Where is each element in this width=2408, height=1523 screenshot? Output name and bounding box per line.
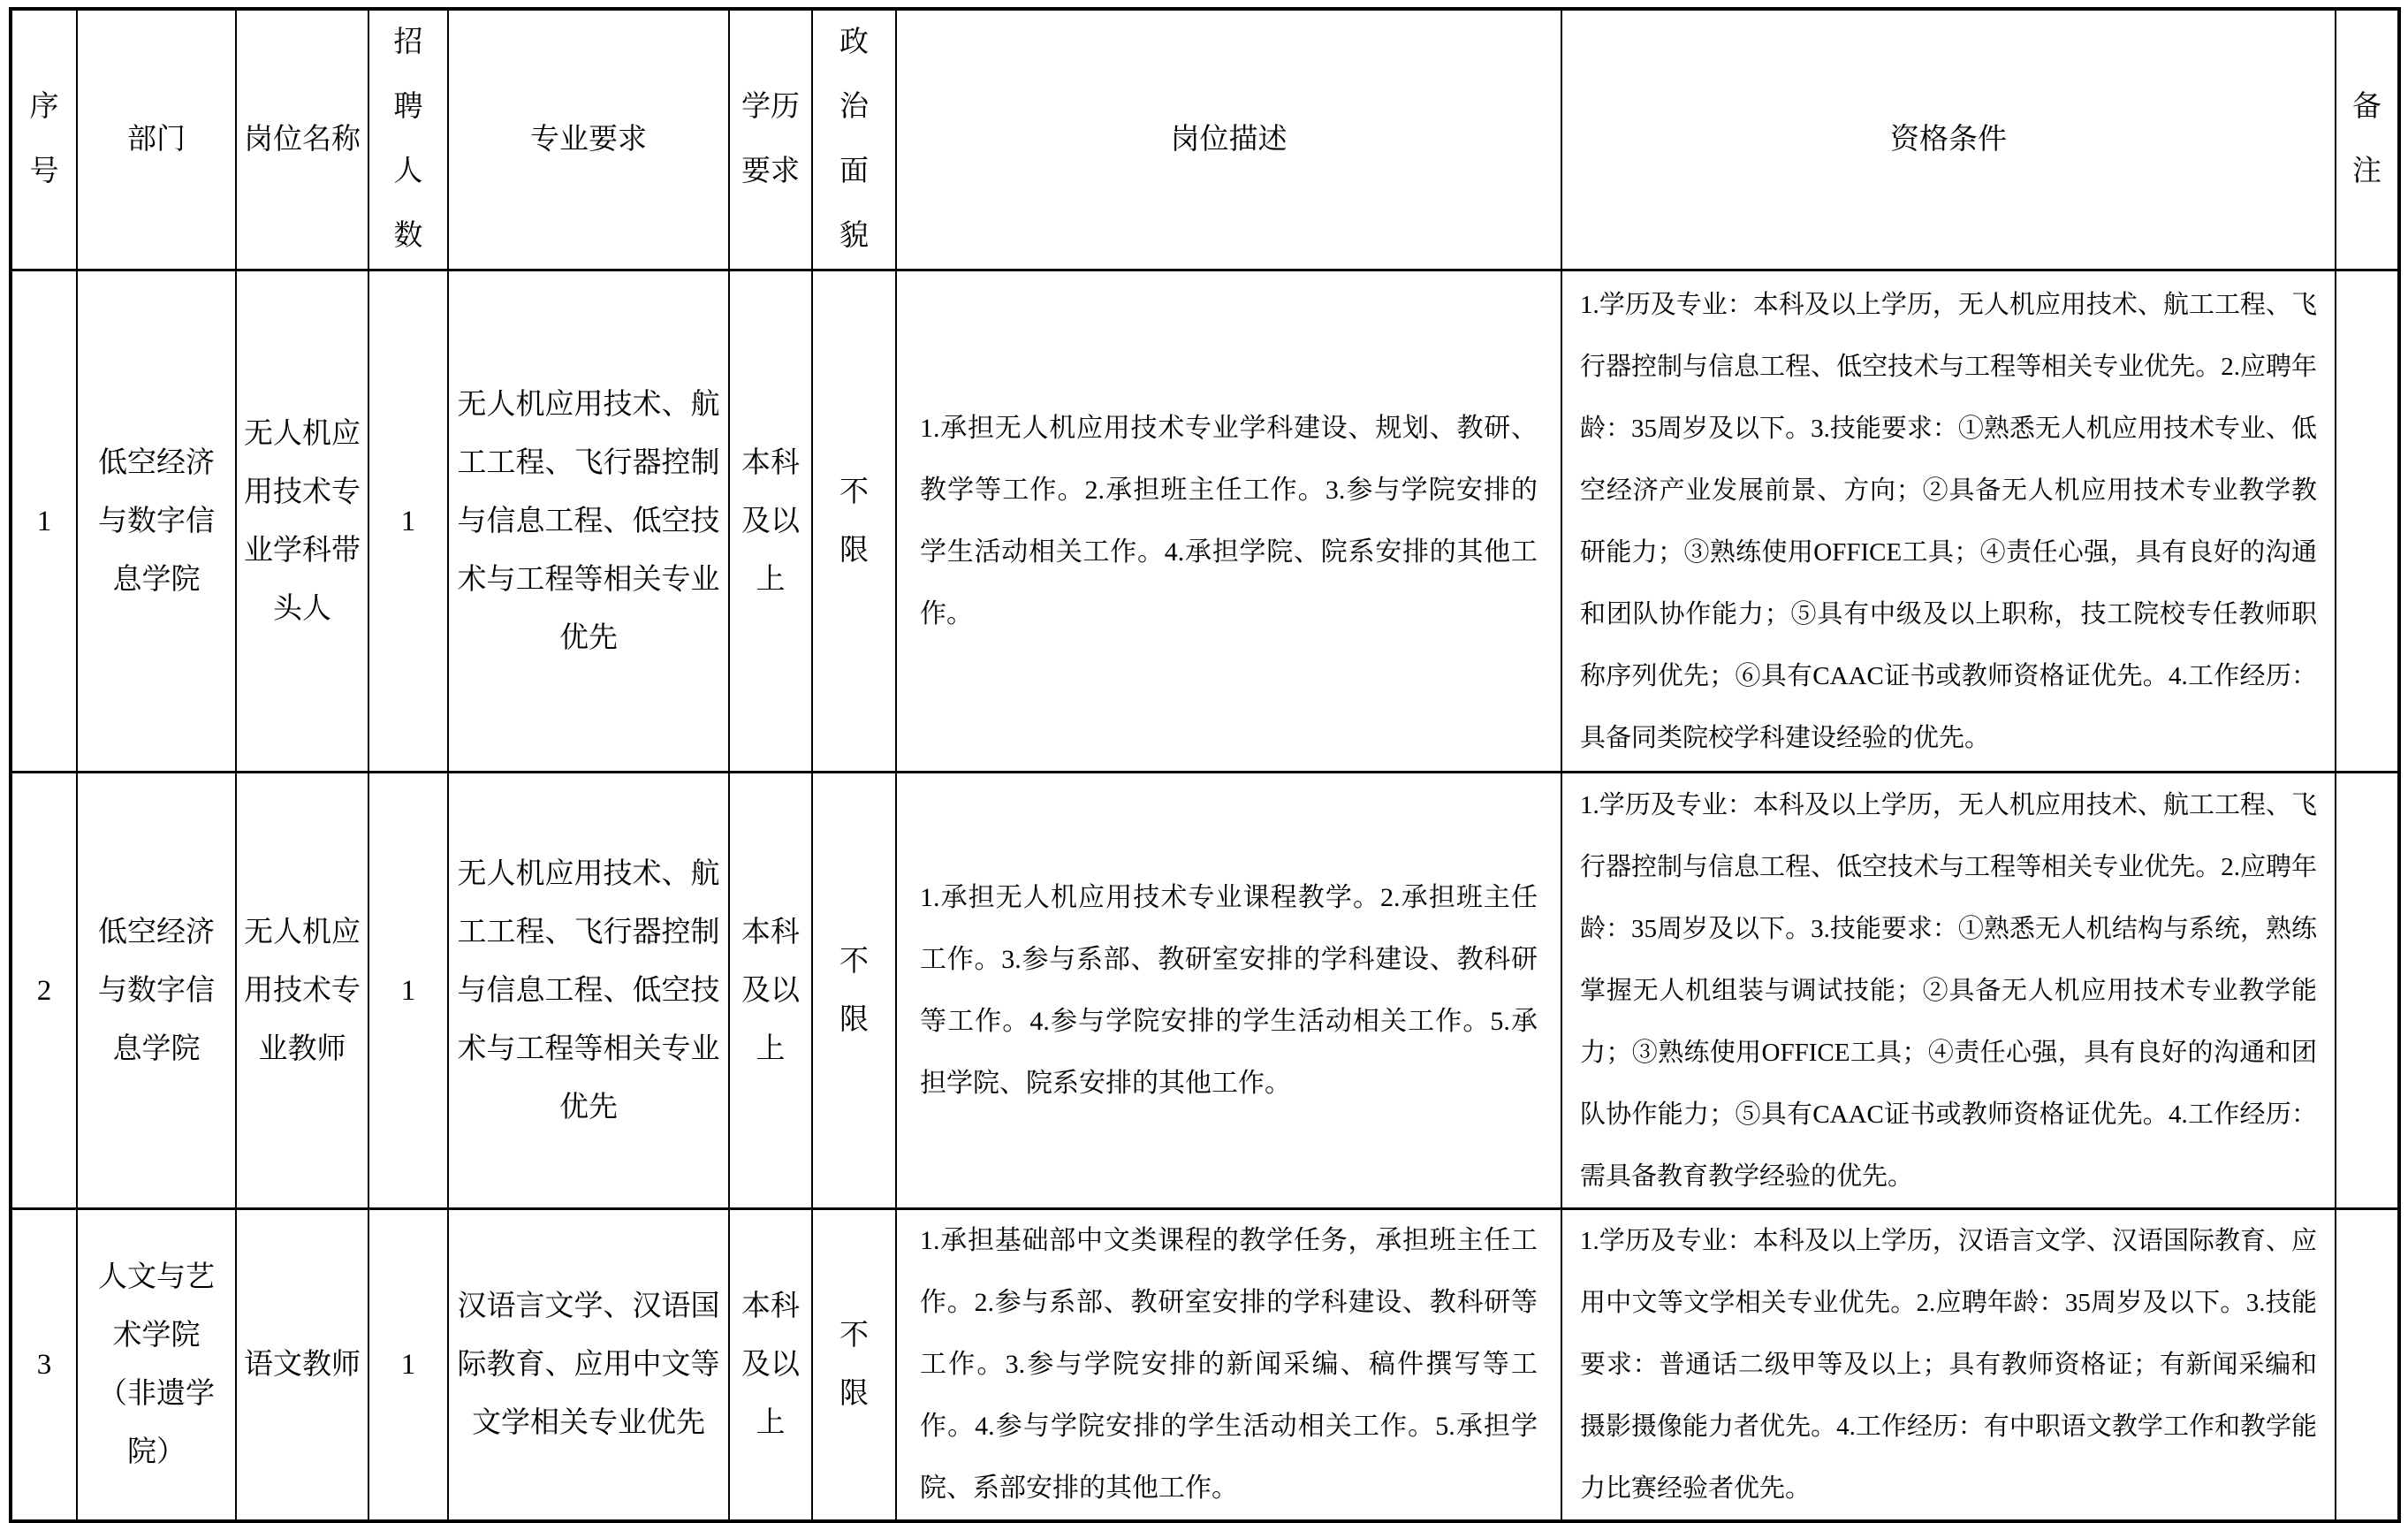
cell-political <box>812 1209 896 1522</box>
header-cell-headcount <box>368 9 448 270</box>
table-row <box>11 773 2399 1209</box>
header-description-label: 岗位描述 <box>1170 123 1288 156</box>
recruitment-positions-table <box>9 7 2401 1523</box>
header-education-label: 学历要求 <box>741 91 800 187</box>
header-cell-position <box>236 9 368 270</box>
cell-no: 2 <box>11 773 77 1209</box>
cell-no: 3 <box>11 1209 77 1522</box>
cell-headcount: 1 <box>368 1209 448 1522</box>
header-cell-department <box>77 9 236 270</box>
cell-department: 人文与艺术学院（非遗学院） <box>77 1209 236 1522</box>
education-value: 本科及以上 <box>741 1291 800 1439</box>
header-remark-label: 备注 <box>2352 91 2381 187</box>
header-cell-description <box>896 9 1561 270</box>
cell-major: 无人机应用技术、航工工程、飞行器控制与信息工程、低空技术与工程等相关专业优先 <box>448 270 729 773</box>
table-row <box>11 1209 2399 1522</box>
header-cell-remark <box>2336 9 2399 270</box>
political-value: 不限 <box>839 476 869 567</box>
cell-department: 低空经济与数字信息学院 <box>77 270 236 773</box>
education-value: 本科及以上 <box>741 916 800 1065</box>
cell-political <box>812 773 896 1209</box>
header-cell-qualification <box>1561 9 2336 270</box>
cell-no: 1 <box>11 270 77 773</box>
table-body <box>11 270 2399 1522</box>
cell-position: 无人机应用技术专业教师 <box>236 773 368 1209</box>
header-cell-no <box>11 9 77 270</box>
header-cell-education <box>729 9 812 270</box>
cell-education <box>729 773 812 1209</box>
cell-position: 语文教师 <box>236 1209 368 1522</box>
cell-description: 1.承担无人机应用技术专业学科建设、规划、教研、教学等工作。2.承担班主任工作。3.参与学院安排的学生活动相关工作。4.承担学院、院系安排的其他工作。 <box>896 270 1561 773</box>
cell-description: 1.承担基础部中文类课程的教学任务，承担班主任工作。2.参与系部、教研室安排的学科建设、教科研等工作。3.参与学院安排的新闻采编、稿件撰写等工作。4.参与学院安排的学生活动相关工作。5.承担学院、系部安排的其他工作。 <box>896 1209 1561 1522</box>
cell-qualification: 1.学历及专业：本科及以上学历，无人机应用技术、航工工程、飞行器控制与信息工程、低空技术与工程等相关专业优先。2.应聘年龄：35周岁及以下。3.技能要求：①熟悉无人机结构与系统，熟练掌握无人机组装与调试技能；②具备无人机应用技术专业教学能力；③熟练使用OFFICE工具；④责任心强，具有良好的沟通和团队协作能力；⑤具有CAAC证书或教师资格证优先。4.工作经历：需具备教育教学经验的优先。 <box>1561 773 2336 1209</box>
table-row <box>11 270 2399 773</box>
cell-remark <box>2336 1209 2399 1522</box>
table-header-row <box>11 9 2399 270</box>
header-position-label: 岗位名称 <box>244 123 361 156</box>
political-value: 不限 <box>839 1320 869 1410</box>
cell-position: 无人机应用技术专业学科带头人 <box>236 270 368 773</box>
header-cell-major <box>448 9 729 270</box>
cell-remark <box>2336 270 2399 773</box>
cell-remark <box>2336 773 2399 1209</box>
header-qualification-label: 资格条件 <box>1890 123 2007 156</box>
cell-major: 无人机应用技术、航工工程、飞行器控制与信息工程、低空技术与工程等相关专业优先 <box>448 773 729 1209</box>
cell-headcount: 1 <box>368 773 448 1209</box>
cell-political <box>812 270 896 773</box>
header-no-label: 序号 <box>29 91 59 187</box>
header-department-label: 部门 <box>127 123 186 156</box>
cell-qualification: 1.学历及专业：本科及以上学历，无人机应用技术、航工工程、飞行器控制与信息工程、低空技术与工程等相关专业优先。2.应聘年龄：35周岁及以下。3.技能要求：①熟悉无人机应用技术专业、低空经济产业发展前景、方向；②具备无人机应用技术专业教学教研能力；③熟练使用OFFICE工具；④责任心强，具有良好的沟通和团队协作能力；⑤具有中级及以上职称，技工院校专任教师职称序列优先；⑥具有CAAC证书或教师资格证优先。4.工作经历：具备同类院校学科建设经验的优先。 <box>1561 270 2336 773</box>
cell-major: 汉语言文学、汉语国际教育、应用中文等文学相关专业优先 <box>448 1209 729 1522</box>
cell-education <box>729 1209 812 1522</box>
political-value: 不限 <box>839 945 869 1036</box>
cell-qualification: 1.学历及专业：本科及以上学历，汉语言文学、汉语国际教育、应用中文等文学相关专业优先。2.应聘年龄：35周岁及以下。3.技能要求：普通话二级甲等及以上；具有教师资格证；有新闻采编和摄影摄像能力者优先。4.工作经历：有中职语文教学工作和教学能力比赛经验者优先。 <box>1561 1209 2336 1522</box>
cell-description: 1.承担无人机应用技术专业课程教学。2.承担班主任工作。3.参与系部、教研室安排的学科建设、教科研等工作。4.参与学院安排的学生活动相关工作。5.承担学院、院系安排的其他工作。 <box>896 773 1561 1209</box>
header-headcount-label: 招聘人数 <box>393 27 423 252</box>
header-major-label: 专业要求 <box>530 123 647 156</box>
cell-education <box>729 270 812 773</box>
cell-department: 低空经济与数字信息学院 <box>77 773 236 1209</box>
cell-headcount: 1 <box>368 270 448 773</box>
header-political-label: 政治面貌 <box>839 27 869 252</box>
education-value: 本科及以上 <box>741 446 800 596</box>
header-cell-political <box>812 9 896 270</box>
